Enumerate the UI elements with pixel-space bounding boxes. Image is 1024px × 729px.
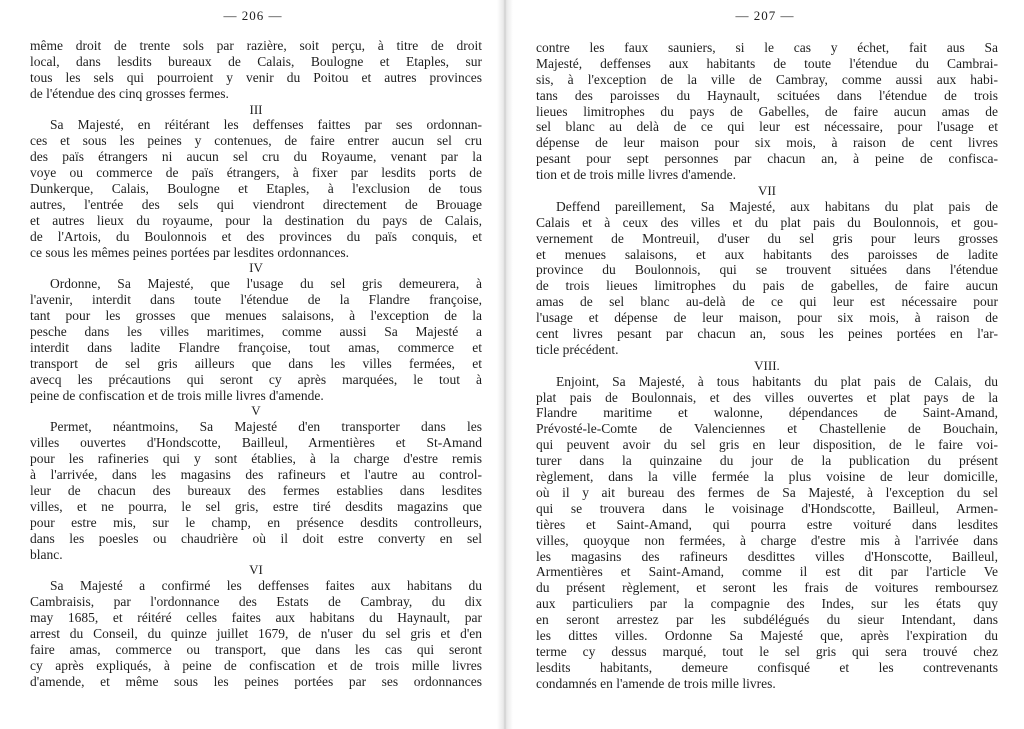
text-line: Armentières et Saint-Amand, comme il est dit par l'article Ve — [536, 564, 998, 580]
text-line: ce sous les mêmes peines portées par lesdites ordonnances. — [30, 244, 350, 260]
text-line: voye ou commerce de païs étrangers, à fixer par lesdits ports de — [30, 165, 482, 181]
text-line: transport de sel gris ailleurs que dans les villes fermées, et — [30, 355, 482, 371]
text-line: avecq les précautions qui seront cy après marquées, le tout à — [30, 371, 482, 387]
text-line: villes, quoyque non fermées, à charge d'estre mis à l'arrivée dans — [536, 532, 998, 548]
text-line: cent livres pesant par chacun an, sous les peines portées en l'ar- — [536, 326, 998, 342]
text-line: tion et de trois mille livres d'amende. — [536, 167, 737, 183]
text-line: pesche dans les villes maritimes, comme aussi Sa Majesté a — [30, 324, 482, 340]
text-line: autres, l'entrée des sels qui viendront directement de Brouage — [30, 196, 482, 212]
text-line: Majesté, deffenses aux habitants de toute l'étendue du Cambrai- — [536, 55, 998, 71]
text-line: lieues limitrophes du pays de Gabelles, de faire aucun amas de — [536, 103, 998, 119]
text-line: arrest du Conseil, du quinze juillet 1679, de n'user du sel gris et d'en — [30, 625, 482, 641]
article-heading: IV — [249, 260, 263, 276]
text-line: pour les rafineries qui y sont établies, à la charge d'estre remis — [30, 451, 482, 467]
text-line: tant pour les grosses que menues salaisons, à l'exception de la — [30, 308, 482, 324]
text-line: vernement de Montreuil, d'user du sel gris pour leurs grosses — [536, 230, 998, 246]
text-line: l'usage et dépense de leur maison, pour six mois, à raison de — [536, 310, 998, 326]
text-line: même droit de trente sols par razière, soit perçu, à titre de droit — [30, 38, 482, 53]
text-line: à l'arrivée, dans les magasins des rafineurs et l'autre au control- — [30, 467, 482, 483]
article-heading: VI — [249, 562, 263, 578]
article-heading: III — [249, 101, 263, 117]
text-line: Prévosté-le-Comte de Valenciennes et Chastellenie de Bouchain, — [536, 421, 998, 437]
text-line: Flandre maritime et walonne, dépendances de Saint-Amand, — [536, 405, 998, 421]
text-line: du présent règlement, et seront les frais de voitures remboursez — [536, 580, 998, 596]
text-line: sel blanc au delà de ce qui leur est nécessaire, pour l'usage et — [536, 119, 998, 135]
text-line: Sa Majesté a confirmé les deffenses faites aux habitans du — [50, 578, 482, 594]
text-line: de l'étendue des cinq grosses fermes. — [30, 85, 229, 101]
page-number-left: — 206 — — [223, 8, 283, 23]
text-line: faire amas, commerce ou transport, que dans les cas qui seront — [30, 641, 482, 657]
text-line: de l'Artois, du Boulonnois et des provinces du païs conquis, et — [30, 228, 482, 244]
text-line: peine de confiscation et de trois mille livres d'amende. — [30, 387, 324, 403]
article-heading: V — [251, 403, 261, 419]
text-line: les magasins des rafineurs desdittes villes d'Honscotte, Bailleul, — [536, 548, 998, 564]
text-line: où il y ait bureau des fermes de Sa Majesté, à l'exception du sel — [536, 484, 998, 500]
text-line: Ordonne, Sa Majesté, que l'usage du sel gris demeurera, à — [50, 276, 482, 292]
text-line: règlement, dans la ville fermée la plus voisine de leur domicille, — [536, 469, 998, 485]
text-line: Permet, néantmoins, Sa Majesté d'en transporter dans les — [50, 419, 482, 435]
text-line: qui peuvent avoir du sel gris en leur disposition, de le faire voi- — [536, 437, 998, 453]
text-line: plat pais de Boulonnais, et des villes ouvertes et plat pays de la — [536, 389, 998, 405]
text-line: et menues salaisons, et aux habitants des paroisses de ladite — [536, 246, 998, 262]
text-line: local, dans lesdits bureaux de Calais, Boulogne et Etaples, sur — [30, 53, 482, 69]
text-line: province du Boulonnois, qui se trouvent situées dans l'étendue — [536, 262, 998, 278]
right-page-text — [522, 40, 1008, 692]
text-line: et autres lieux du royaume, pour la destination du pays de Calais, — [30, 212, 482, 228]
left-page-text — [12, 38, 494, 690]
text-line: les dittes villes. Ordonne Sa Majesté que, après l'expiration du — [536, 627, 998, 643]
text-line: dépense de leur maison pour six mois, à raison de cent livres — [536, 135, 998, 151]
text-line: villes ouvertes d'Hondscotte, Bailleul, Armentières et St-Amand — [30, 435, 482, 451]
book-gutter — [497, 0, 513, 729]
text-line: l'avenir, interdit dans toute l'étendue de la Flandre françoise, — [30, 292, 482, 308]
text-line: amas de sel blanc au-delà de ce qui leur est nécessaire pour — [536, 294, 998, 310]
text-line: des païs étrangers ni aucun sel cru du Royaume, venant par la — [30, 149, 482, 165]
text-line: d'amende, et même sous les peines portées par ses ordonnances — [30, 673, 482, 689]
text-line: tières et Saint-Amand, qui pourra estre voituré dans lesdites — [536, 516, 998, 532]
text-line: blanc. — [30, 546, 63, 562]
text-line: dans les poesles ou chaudrière où il doit estre converty en sel — [30, 530, 482, 546]
text-line: en seront arrestez par les subdélégués du sieur Intendant, dans — [536, 612, 998, 628]
text-line: may 1685, et réitéré celles faites aux habitans du Haynault, par — [30, 610, 482, 626]
page-number-right: — 207 — — [735, 8, 795, 23]
text-line: Deffend pareillement, Sa Majesté, aux habitans du plat pais de — [556, 198, 998, 214]
text-line: contre les faux sauniers, si le cas y échet, fait aus Sa — [536, 40, 998, 55]
text-line: tous les sels qui pourroient y venir du Poitou et autres provinces — [30, 69, 482, 85]
text-line: Cambraisis, par l'ordonnance des Estats de Cambray, du dix — [30, 594, 482, 610]
text-line: aux particuliers par la compagnie des Indes, sur les états quy — [536, 596, 998, 612]
text-line: Sa Majesté, en réitérant les deffenses faittes par ses ordonnan- — [50, 117, 482, 133]
text-line: turer dans la quinzaine du jour de la publication du présent — [536, 453, 998, 469]
left-page — [12, 0, 494, 729]
text-line: qui se trouvera dans le voisinage d'Hondscotte, Bailleul, Armen- — [536, 500, 998, 516]
text-line: condamnés en l'amende de trois mille livres. — [536, 675, 776, 691]
text-line: Dunkerque, Calais, Boulogne et Etaples, à l'exclusion de tous — [30, 181, 482, 197]
text-line: Enjoint, Sa Majesté, à tous habitants du plat pais de Calais, du — [556, 373, 998, 389]
text-line: sis, à l'exception de la ville de Cambray, comme aussi aux habi- — [536, 71, 998, 87]
text-line: Calais et à ceux des villes et du plat pais du Boulonnois, et gou- — [536, 214, 998, 230]
text-line: tans des paroisses du Haynault, scituées dans l'étendue de trois — [536, 87, 998, 103]
text-line: villes, et ne pourra, le sel gris, estre tiré desdits magazins que — [30, 498, 482, 514]
article-heading: VII — [757, 183, 777, 199]
text-line: ces et sous les peines y contenues, de faire entrer aucun sel cru — [30, 133, 482, 149]
text-line: de trois lieues limitrophes du pais de gabelles, de faire aucun — [536, 278, 998, 294]
text-line: leur de chacun des bureaux des fermes establies dans lesdites — [30, 482, 482, 498]
text-line: interdit dans ladite Flandre françoise, tout amas, commerce et — [30, 339, 482, 355]
text-line: pesant pour sept personnes par chacun an, à peine de confisca- — [536, 151, 998, 167]
text-line: pour estre mis, sur le champ, en présence desdits controlleurs, — [30, 514, 482, 530]
right-page — [522, 0, 1008, 729]
text-line: ticle précédent. — [536, 341, 619, 357]
text-line: terme cy dessus marqué, tout le sel gris qui sera trouvé chez — [536, 643, 998, 659]
text-line: cy après expliqués, à peine de confiscation et de trois mille livres — [30, 657, 482, 673]
text-line: lesdits habitants, demeure confisqué et les contrevenants — [536, 659, 998, 675]
article-heading: VIII. — [754, 357, 780, 373]
